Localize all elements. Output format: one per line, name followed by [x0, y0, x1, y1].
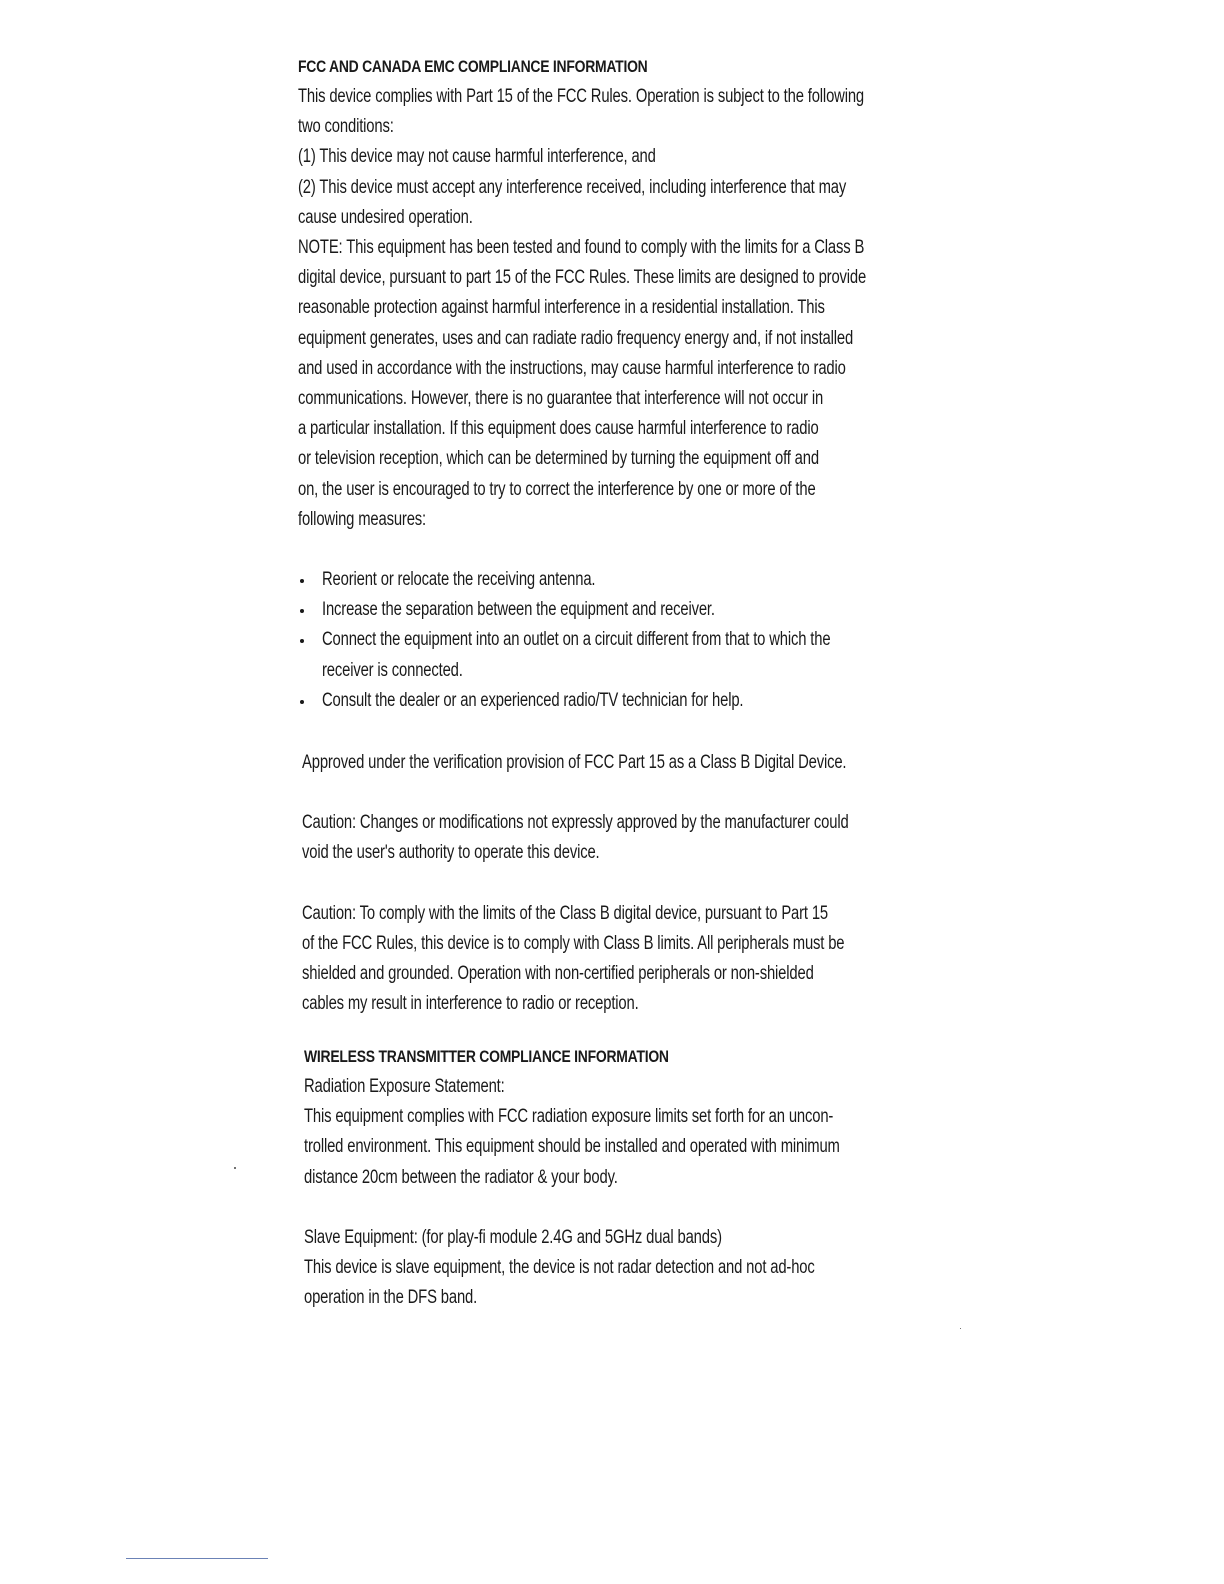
fcc-line: (2) This device must accept any interference received, including interference that may: [298, 176, 847, 198]
slave-line: operation in the DFS band.: [304, 1287, 478, 1309]
list-item-text: Reorient or relocate the receiving antenna.: [322, 569, 596, 591]
scan-speck: [960, 1328, 961, 1329]
slave-line: This device is slave equipment, the device is not radar detection and not ad-hoc: [304, 1257, 815, 1279]
bullet-icon: [300, 579, 304, 583]
fcc-line: cause undesired operation.: [298, 206, 473, 228]
fcc-line: This device complies with Part 15 of the FCC Rules. Operation is subject to the following: [298, 86, 865, 107]
list-item: [298, 686, 958, 716]
fcc-note-line: a particular installation. If this equipment does cause harmful interference to radio: [298, 418, 819, 440]
radiation-line: This equipment complies with FCC radiation exposure limits set forth for an uncon-: [304, 1106, 834, 1128]
list-item-text: Increase the separation between the equipment and receiver.: [322, 599, 715, 621]
fcc-note-line: and used in accordance with the instructions, may cause harmful interference to radio: [298, 357, 846, 379]
radiation-subheading: Radiation Exposure Statement:: [304, 1076, 505, 1097]
fcc-note-line: reasonable protection against harmful interference in a residential installation. This: [298, 297, 825, 319]
list-item-text: Consult the dealer or an experienced radio/TV technician for help.: [322, 689, 744, 711]
approval-caution-section: [302, 748, 962, 1019]
list-item-text: Connect the equipment into an outlet on a circuit different from that to which the: [322, 629, 831, 651]
slave-heading: Slave Equipment: (for play-fi module 2.4G and 5GHz dual bands): [304, 1226, 722, 1248]
fcc-note-line: NOTE: This equipment has been tested and found to comply with the limits for a Class B: [298, 237, 865, 259]
wireless-section: [304, 1042, 964, 1313]
fcc-section: [298, 52, 958, 716]
fcc-heading: FCC AND CANADA EMC COMPLIANCE INFORMATION: [298, 57, 648, 76]
list-item: [298, 595, 958, 625]
fcc-line: (1) This device may not cause harmful interference, and: [298, 146, 656, 168]
wireless-heading: WIRELESS TRANSMITTER COMPLIANCE INFORMATION: [304, 1047, 669, 1066]
spacer: [298, 535, 958, 565]
spacer: [302, 778, 962, 808]
fcc-note-line: digital device, pursuant to part 15 of the FCC Rules. These limits are designed to provide: [298, 267, 867, 289]
spacer: [304, 1193, 964, 1223]
bullet-icon: [300, 700, 304, 704]
approved-statement: Approved under the verification provision of FCC Part 15 as a Class B Digital Device.: [302, 752, 847, 773]
list-item: [298, 625, 958, 685]
fcc-note-line: following measures:: [298, 508, 427, 530]
radiation-line: trolled environment. This equipment should be installed and operated with minimum: [304, 1136, 840, 1158]
caution-line: void the user's authority to operate this device.: [302, 842, 600, 864]
list-item: [298, 565, 958, 595]
spacer: [302, 869, 962, 899]
caution-line: Caution: Changes or modifications not expressly approved by the manufacturer could: [302, 812, 849, 834]
footer-rule: [126, 1558, 268, 1559]
fcc-note-line: or television reception, which can be determined by turning the equipment off and: [298, 448, 819, 470]
list-item-text-continued: receiver is connected.: [322, 659, 463, 681]
radiation-line: distance 20cm between the radiator & your body.: [304, 1166, 618, 1188]
caution-line: Caution: To comply with the limits of the Class B digital device, pursuant to Part 15: [302, 902, 829, 924]
caution-line: shielded and grounded. Operation with non-certified peripherals or non-shielded: [302, 963, 814, 985]
fcc-note-line: equipment generates, uses and can radiate radio frequency energy and, if not installed: [298, 327, 854, 349]
caution-line: cables my result in interference to radio or reception.: [302, 993, 639, 1015]
fcc-line: two conditions:: [298, 116, 394, 138]
caution-line: of the FCC Rules, this device is to comply with Class B limits. All peripherals must be: [302, 932, 845, 954]
bullet-icon: [300, 609, 304, 613]
fcc-note-line: communications. However, there is no guarantee that interference will not occur in: [298, 388, 824, 410]
measures-list: [298, 565, 958, 716]
fcc-note-line: on, the user is encouraged to try to correct the interference by one or more of the: [298, 478, 816, 500]
bullet-icon: [300, 639, 304, 643]
scan-speck: [234, 1167, 236, 1169]
